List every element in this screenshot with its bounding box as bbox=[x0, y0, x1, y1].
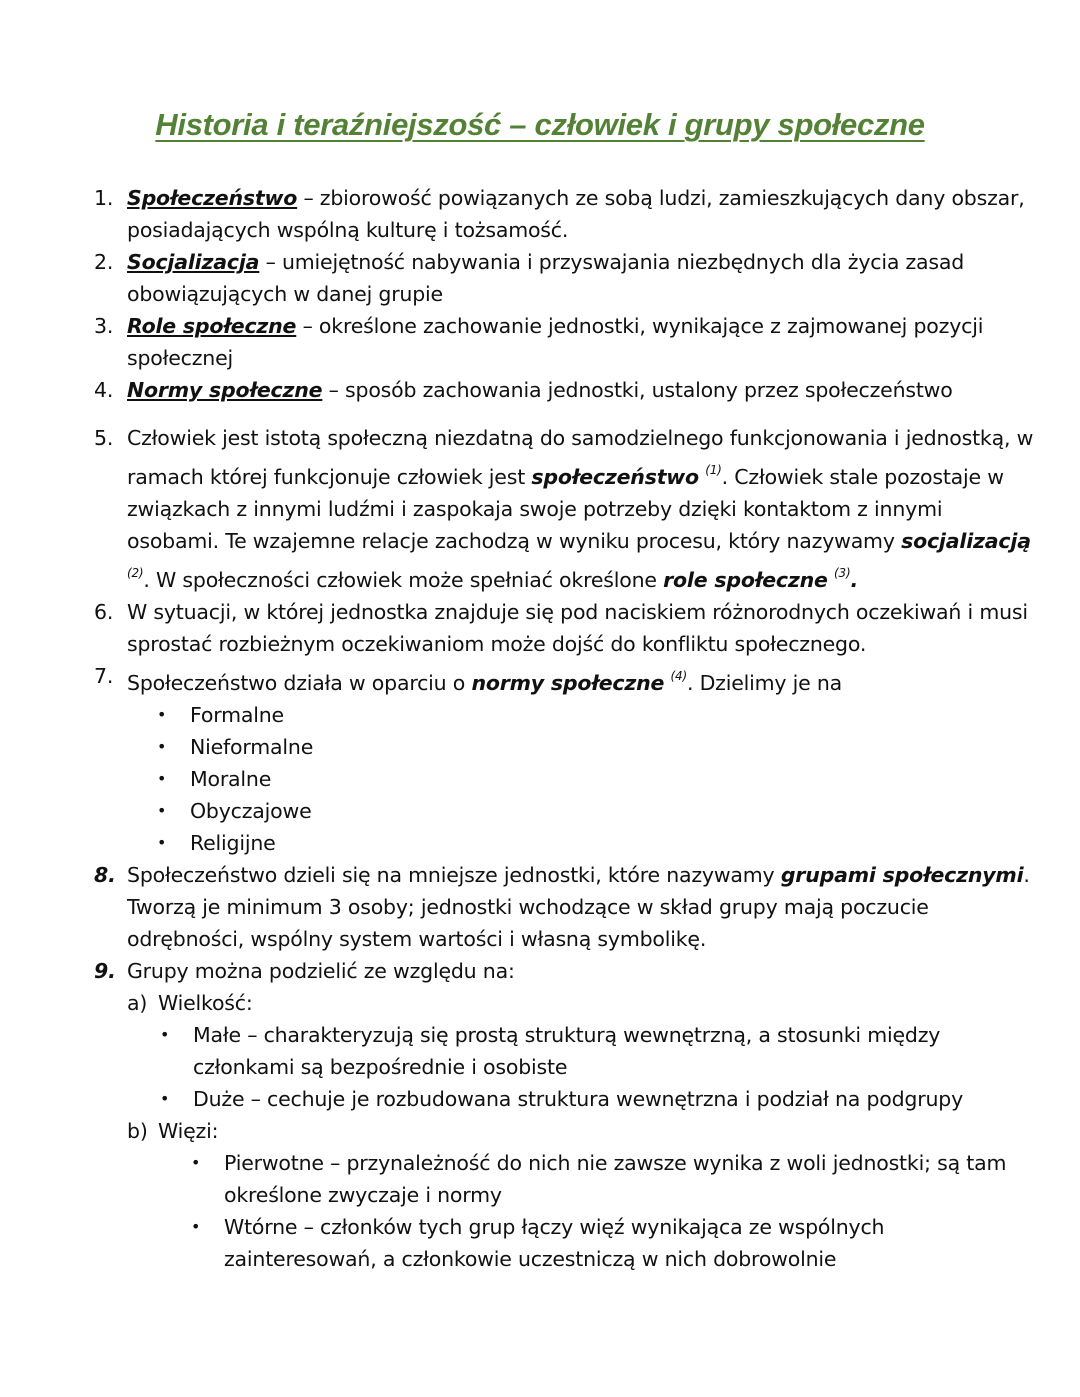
list-item-text: Formalne bbox=[190, 703, 284, 727]
key-term: grupami społecznymi bbox=[780, 863, 1024, 887]
item-number: 2. bbox=[94, 250, 114, 274]
bonds-list bbox=[94, 1147, 1034, 1275]
list-item bbox=[160, 1083, 1034, 1115]
paragraph-item-5 bbox=[94, 422, 1034, 596]
key-term: role społeczne bbox=[663, 568, 828, 592]
size-list bbox=[94, 1019, 1034, 1115]
text: . Dzielimy je na bbox=[686, 671, 843, 695]
paragraph-item-8 bbox=[94, 859, 1034, 955]
paragraph-item-9 bbox=[94, 955, 1034, 987]
paragraph-item-6 bbox=[94, 596, 1034, 660]
footnote-ref: (2) bbox=[127, 566, 144, 580]
list-item-text: Pierwotne – przynależność do nich nie zawsze wynika z woli jednostki; są tam określone zwyczaje i normy bbox=[224, 1151, 1007, 1207]
list-item-text: Duże – cechuje je rozbudowana struktura wewnętrzna i podział na podgrupy bbox=[193, 1087, 964, 1111]
text: Społeczeństwo działa w oparciu o bbox=[127, 671, 472, 695]
key-term: normy społeczne bbox=[471, 671, 665, 695]
definition-item bbox=[94, 246, 1034, 310]
text: W sytuacji, w której jednostka znajduje się pod naciskiem różnorodnych oczekiwań i musi sprostać rozbieżnym oczekiwaniom może dojść do konfliktu społecznego. bbox=[127, 600, 1028, 656]
sub-letter: b) bbox=[127, 1119, 148, 1143]
bullet-icon: • bbox=[157, 705, 167, 724]
list-item bbox=[157, 731, 1034, 763]
footnote-ref: (3) bbox=[834, 566, 851, 580]
definition-text: – sposób zachowania jednostki, ustalony przez społeczeństwo bbox=[322, 378, 953, 402]
text: . bbox=[850, 568, 859, 592]
key-term: społeczeństwo bbox=[531, 465, 699, 489]
bullet-icon: • bbox=[191, 1153, 201, 1172]
bullet-icon: • bbox=[191, 1217, 201, 1236]
item-number: 3. bbox=[94, 314, 114, 338]
text: Człowiek jest istotą społeczną niezdatną do samodzielnego funkcjonowania i jednostką, w ramach której funkcjonuje człowiek jest bbox=[127, 426, 1034, 489]
page-title: Historia i teraźniejszość – człowiek i grupy społeczne bbox=[155, 106, 925, 142]
term: Społeczeństwo bbox=[127, 186, 298, 210]
item-number: 7. bbox=[94, 664, 114, 688]
list-item bbox=[157, 827, 1034, 859]
paragraph-item-7 bbox=[94, 660, 1034, 699]
item-number: 9. bbox=[94, 959, 116, 983]
definition-text: – zbiorowość powiązanych ze sobą ludzi, zamieszkujących dany obszar, posiadających wspólną kulturę i tożsamość. bbox=[127, 186, 1025, 242]
list-item-text: Religijne bbox=[190, 831, 276, 855]
footnote-ref: (4) bbox=[670, 669, 687, 683]
list-item-text: Obyczajowe bbox=[190, 799, 312, 823]
list-item bbox=[191, 1147, 1034, 1211]
text: . W społeczności człowiek może spełniać określone bbox=[143, 568, 664, 592]
subsection-bonds bbox=[94, 1115, 1034, 1147]
text: Grupy można podzielić ze względu na: bbox=[127, 959, 515, 983]
item-number: 1. bbox=[94, 186, 114, 210]
text: . Człowiek stale pozostaje w związkach z innymi ludźmi i zaspokaja swoje potrzeby dzięki kontaktom z innymi osobami. Te wzajemne relacje zachodzą w wyniku procesu, który nazywamy bbox=[127, 465, 1004, 553]
notes-content bbox=[94, 182, 1034, 1275]
list-item bbox=[157, 699, 1034, 731]
item-number: 4. bbox=[94, 378, 114, 402]
list-item bbox=[160, 1019, 1034, 1083]
definition-item bbox=[94, 182, 1034, 246]
definition-text: – określone zachowanie jednostki, wynikające z zajmowanej pozycji społecznej bbox=[127, 314, 984, 370]
sub-letter: a) bbox=[127, 991, 148, 1015]
bullet-icon: • bbox=[157, 801, 167, 820]
bullet-icon: • bbox=[160, 1025, 170, 1044]
item-number: 8. bbox=[94, 863, 116, 887]
text: . Tworzą je minimum 3 osoby; jednostki wchodzące w skład grupy mają poczucie odrębności, wspólny system wartości i własną symbolikę. bbox=[127, 863, 1030, 951]
footnote-ref: (1) bbox=[705, 463, 722, 477]
list-item-text: Moralne bbox=[190, 767, 272, 791]
bullet-icon: • bbox=[160, 1089, 170, 1108]
bullet-icon: • bbox=[157, 833, 167, 852]
list-item-text: Nieformalne bbox=[190, 735, 314, 759]
key-term: socjalizacją bbox=[901, 529, 1031, 553]
list-item-text: Małe – charakteryzują się prostą strukturą wewnętrzną, a stosunki między członkami są bezpośrednie i osobiste bbox=[193, 1023, 941, 1079]
item-number: 5. bbox=[94, 426, 114, 450]
list-item bbox=[157, 795, 1034, 827]
definition-item bbox=[94, 310, 1034, 374]
norm-types-list bbox=[94, 699, 1034, 859]
term: Role społeczne bbox=[127, 314, 297, 338]
bullet-icon: • bbox=[157, 769, 167, 788]
item-number: 6. bbox=[94, 600, 114, 624]
text: Społeczeństwo dzieli się na mniejsze jednostki, które nazywamy bbox=[127, 863, 781, 887]
term: Socjalizacja bbox=[127, 250, 260, 274]
definition-item bbox=[94, 374, 1034, 406]
definition-text: – umiejętność nabywania i przyswajania niezbędnych dla życia zasad obowiązujących w danej grupie bbox=[127, 250, 965, 306]
sub-label: Wielkość: bbox=[158, 991, 253, 1015]
subsection-size bbox=[94, 987, 1034, 1019]
bullet-icon: • bbox=[157, 737, 167, 756]
sub-label: Więzi: bbox=[158, 1119, 219, 1143]
term: Normy społeczne bbox=[127, 378, 323, 402]
list-item-text: Wtórne – członków tych grup łączy więź wynikająca ze wspólnych zainteresowań, a członkowie uczestniczą w nich dobrowolnie bbox=[224, 1215, 885, 1271]
list-item bbox=[191, 1211, 1034, 1275]
list-item bbox=[157, 763, 1034, 795]
